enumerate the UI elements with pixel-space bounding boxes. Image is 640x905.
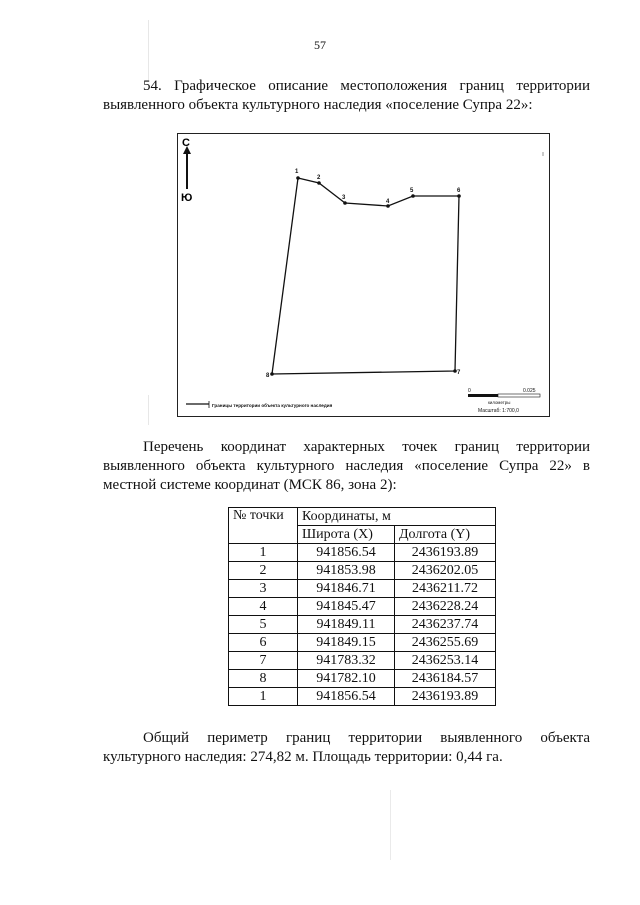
- north-arrow-icon: [183, 146, 191, 189]
- north-label: С: [182, 137, 190, 149]
- vertex-label-2: 2: [317, 175, 321, 181]
- longitude-value: 2436237.74: [395, 616, 496, 634]
- column-header-point: № точки: [229, 508, 298, 544]
- vertex-label-6: 6: [457, 188, 461, 194]
- section-heading: [103, 77, 590, 115]
- column-header-coords: Координаты, м: [298, 508, 496, 526]
- coordinates-table: [228, 507, 496, 706]
- map-legend: [186, 401, 333, 408]
- table-row: [229, 634, 496, 652]
- point-number: 8: [229, 670, 298, 688]
- point-number: 1: [229, 688, 298, 706]
- territory-boundary: [272, 178, 459, 374]
- table-row: [229, 688, 496, 706]
- vertex-1: [296, 176, 300, 180]
- table-row: [229, 616, 496, 634]
- point-number: 6: [229, 634, 298, 652]
- point-number: 4: [229, 598, 298, 616]
- longitude-value: 2436253.14: [395, 652, 496, 670]
- table-row: [229, 652, 496, 670]
- table-row: [229, 544, 496, 562]
- boundary-map-svg: [178, 134, 551, 418]
- table-row: [229, 562, 496, 580]
- vertex-8: [270, 372, 274, 376]
- vertex-label-7: 7: [457, 370, 461, 376]
- scale-bar: [468, 388, 540, 414]
- longitude-value: 2436193.89: [395, 688, 496, 706]
- latitude-value: 941853.98: [298, 562, 395, 580]
- latitude-value: 941783.32: [298, 652, 395, 670]
- perimeter-summary-text: Общий периметр границ территории выявленного объекта культурного наследия: 274,82 м. Площадь территории: 0,44 га.: [103, 730, 590, 765]
- boundary-vertices: [270, 176, 461, 376]
- vertex-label-3: 3: [342, 195, 346, 201]
- perimeter-summary: [103, 729, 590, 767]
- boundary-map: [177, 133, 550, 417]
- table-row: [229, 598, 496, 616]
- scale-max-label: 0.025: [523, 388, 536, 394]
- latitude-value: 941856.54: [298, 544, 395, 562]
- scale-zero-label: 0: [468, 388, 471, 394]
- column-header-lon: Долгота (Y): [395, 526, 496, 544]
- vertex-6: [457, 194, 461, 198]
- point-number: 2: [229, 562, 298, 580]
- vertex-2: [317, 181, 321, 185]
- latitude-value: 941849.15: [298, 634, 395, 652]
- latitude-value: 941845.47: [298, 598, 395, 616]
- longitude-value: 2436184.57: [395, 670, 496, 688]
- longitude-value: 2436255.69: [395, 634, 496, 652]
- vertex-5: [411, 194, 415, 198]
- vertex-label-5: 5: [410, 188, 414, 194]
- scan-artifact: [148, 395, 149, 425]
- vertex-label-4: 4: [386, 199, 390, 205]
- longitude-value: 2436211.72: [395, 580, 496, 598]
- table-row: [229, 670, 496, 688]
- latitude-value: 941856.54: [298, 688, 395, 706]
- longitude-value: 2436202.05: [395, 562, 496, 580]
- page-number: 57: [314, 38, 326, 52]
- point-number: 7: [229, 652, 298, 670]
- longitude-value: 2436193.89: [395, 544, 496, 562]
- latitude-value: 941782.10: [298, 670, 395, 688]
- coordinates-intro-text: Перечень координат характерных точек границ территории выявленного объекта культурного наследия «поселение Супра 22» в местной системе координат (МСК 86, зона 2):: [103, 439, 590, 493]
- latitude-value: 941846.71: [298, 580, 395, 598]
- table-row: [229, 580, 496, 598]
- vertex-3: [343, 201, 347, 205]
- point-number: 1: [229, 544, 298, 562]
- vertex-label-1: 1: [295, 169, 299, 175]
- point-number: 3: [229, 580, 298, 598]
- scan-artifact: [148, 20, 149, 80]
- section-heading-text: 54. Графическое описание местоположения границ территории выявленного объекта культурного наследия «поселение Супра 22»:: [103, 78, 590, 113]
- scale-ratio-label: Масштаб: 1:700,0: [478, 408, 519, 414]
- scale-unit-label: километры: [488, 400, 511, 405]
- column-header-lat: Широта (X): [298, 526, 395, 544]
- coordinates-intro: [103, 438, 590, 495]
- south-label: Ю: [181, 192, 193, 204]
- vertex-label-8: 8: [266, 373, 270, 379]
- table-header-row: [229, 508, 496, 526]
- latitude-value: 941849.11: [298, 616, 395, 634]
- legend-text: Границы территории объекта культурного наследия: [212, 403, 333, 408]
- longitude-value: 2436228.24: [395, 598, 496, 616]
- scan-artifact: [390, 790, 391, 860]
- point-number: 5: [229, 616, 298, 634]
